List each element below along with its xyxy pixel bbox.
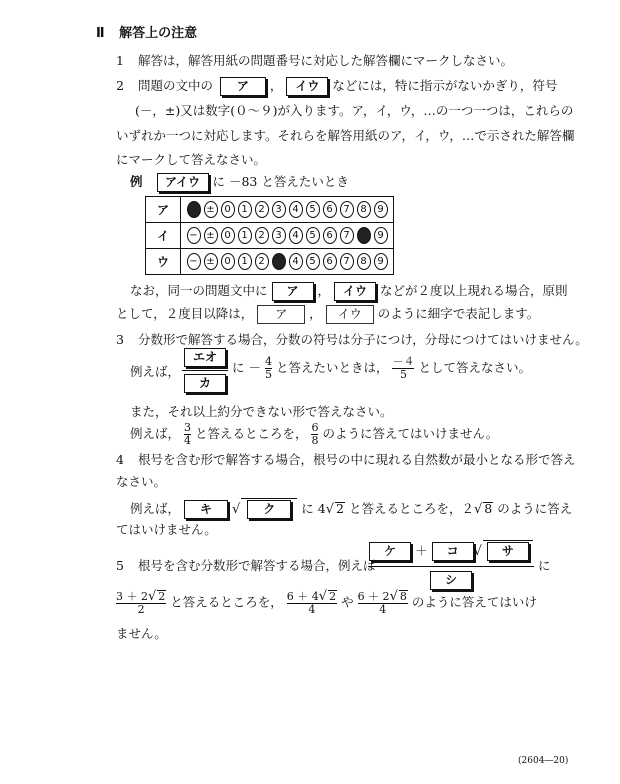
thin-box-iu: イウ xyxy=(326,305,374,324)
radicand: 8 xyxy=(484,501,493,516)
example-text: や xyxy=(341,594,354,610)
fraction-box-eo-ka xyxy=(182,348,228,393)
fraction-box-kekosa-si xyxy=(368,540,534,590)
section-number: Ⅱ xyxy=(96,26,105,41)
mark-bubble: 6 xyxy=(323,227,337,244)
example-text: のように答えてはいけ xyxy=(411,594,537,610)
mark-bubble: 3 xyxy=(272,201,286,218)
mark-bubble: 8 xyxy=(357,227,371,244)
mark-bubble: 5 xyxy=(306,201,320,218)
example-text: として答えなさい。 xyxy=(418,360,531,375)
fraction: $\frac{3 + 2√ 2}{2}$ xyxy=(116,589,166,616)
item-3 xyxy=(116,330,588,348)
item-3-example-1-rest xyxy=(232,356,531,381)
answer-box-aiu: アイウ xyxy=(157,173,209,192)
item-3-also: また，それ以上約分できない形で答えなさい。 xyxy=(130,404,393,419)
example-text: 例えば， xyxy=(130,501,181,516)
answer-box-eo: エオ xyxy=(184,348,226,367)
mark-bubble: 2 xyxy=(255,201,269,218)
mark-bubble: 5 xyxy=(306,253,320,270)
mark-bubbles xyxy=(181,249,394,275)
plus-sign: ＋ xyxy=(415,543,428,558)
thin-box-a: ア xyxy=(257,305,305,324)
mark-bubble: ± xyxy=(204,227,218,244)
mark-bubbles xyxy=(181,197,394,223)
mark-bubble: 6 xyxy=(323,253,337,270)
example-text: と答えるところを， xyxy=(194,426,308,441)
item-number: 2 xyxy=(116,78,124,93)
mark-bubbles xyxy=(181,223,394,249)
answer-box-ko: コ xyxy=(432,542,474,561)
item-text: などには，特に指示がないかぎり，符号 xyxy=(332,78,558,93)
answer-box-ka: カ xyxy=(184,374,226,393)
example-text: に 4 xyxy=(301,501,326,516)
fraction: $\frac{6 + 2√ 8}{4}$ xyxy=(357,589,407,616)
mark-bubble: − xyxy=(187,253,201,270)
mark-bubble: 7 xyxy=(340,201,354,218)
mark-bubble: 5 xyxy=(306,227,320,244)
fraction: $\frac{4}{5}$ xyxy=(264,355,272,381)
note-text: として，２度目以降は， xyxy=(116,306,254,321)
answer-box-ke: ケ xyxy=(369,542,411,561)
mark-bubble: 2 xyxy=(255,227,269,244)
radical-sign: √ xyxy=(325,502,334,517)
example-text: に －83 と答えたいとき xyxy=(212,174,349,189)
mark-bubble: 7 xyxy=(340,253,354,270)
item-3-example-2 xyxy=(130,422,498,447)
mark-bubble: 7 xyxy=(340,227,354,244)
mark-bubble: 2 xyxy=(255,253,269,270)
item-text: 問題の文中の xyxy=(137,78,213,93)
mark-bubble: 1 xyxy=(238,227,252,244)
answer-box-ki: キ xyxy=(184,500,228,519)
item-text: 根号を含む形で解答する場合，根号の中に現れる自然数が最小となる形で答え xyxy=(137,452,576,467)
mark-bubble: 4 xyxy=(289,253,303,270)
item-5-line-2 xyxy=(116,590,537,616)
fraction-bar xyxy=(182,370,228,371)
mark-row xyxy=(146,197,394,223)
mark-sheet-example xyxy=(145,196,394,275)
example-text: のように答え xyxy=(497,501,573,516)
mark-bubble: 9 xyxy=(374,227,388,244)
example-text: 例えば， xyxy=(130,426,181,441)
fraction-bar xyxy=(368,566,534,567)
radical-sign: √ xyxy=(473,502,483,517)
mark-bubble: ± xyxy=(204,253,218,270)
radical-sign: √ xyxy=(231,502,241,517)
mark-row-label: ウ xyxy=(146,249,181,275)
item-2-line-2: (－，±)又は数字(０～９)が入ります。ア，イ，ウ，…の一つ一つは，これらの xyxy=(135,103,574,118)
mark-bubble: 8 xyxy=(357,201,371,218)
mark-row-label: イ xyxy=(146,223,181,249)
page-footer: (2604―20) xyxy=(518,756,569,766)
fraction: $\frac{6 + 4√ 2}{4}$ xyxy=(286,589,337,616)
item-2-line-3: いずれか一つに対応します。それらを解答用紙のア，イ，ウ，…で示された解答欄 xyxy=(116,128,575,143)
item-number: 3 xyxy=(116,332,124,347)
mark-bubble: 8 xyxy=(357,253,371,270)
item-number: 1 xyxy=(116,53,124,68)
radicand: 2 xyxy=(336,501,344,516)
item-2-line-1 xyxy=(116,76,557,96)
item-text: 解答は，解答用紙の問題番号に対応した解答欄にマークしなさい。 xyxy=(137,53,513,68)
item-number: 4 xyxy=(116,452,124,467)
answer-box-ku: ク xyxy=(247,500,291,519)
item-text: 根号を含む分数形で解答する場合，例えば xyxy=(137,558,376,573)
item-2-line-4: にマークして答えなさい。 xyxy=(116,152,267,167)
comma: ， xyxy=(317,283,330,298)
item-5 xyxy=(116,556,375,574)
mark-bubble: 4 xyxy=(289,201,303,218)
section-heading xyxy=(96,22,197,41)
mark-row xyxy=(146,249,394,275)
fraction: $\frac{-4}{5}$ xyxy=(392,355,415,381)
example-label: 例 xyxy=(130,174,143,189)
mark-bubble: − xyxy=(187,201,201,218)
note-text: などが２度以上現れる場合，原則 xyxy=(379,283,568,298)
item-5-line-3: ません。 xyxy=(116,626,167,641)
mark-bubble: 3 xyxy=(272,253,286,270)
item-3-example-1 xyxy=(130,362,180,380)
item-1 xyxy=(116,51,513,69)
item-4-line-2: なさい。 xyxy=(116,474,167,489)
mark-bubble: 3 xyxy=(272,227,286,244)
example-text: 例えば， xyxy=(130,364,181,379)
note-line-2 xyxy=(116,304,539,324)
mark-bubble: 0 xyxy=(221,227,235,244)
mark-row-label: ア xyxy=(146,197,181,223)
fraction: $\frac{3}{4}$ xyxy=(184,421,191,447)
item-text: 分数形で解答する場合，分数の符号は分子につけ，分母につけてはいけません。 xyxy=(137,332,588,347)
answer-box-si: シ xyxy=(430,571,472,590)
mark-bubble: 6 xyxy=(323,201,337,218)
item-number: 5 xyxy=(116,558,124,573)
fraction: $\frac{6}{8}$ xyxy=(311,421,319,447)
example-text: に － xyxy=(232,360,261,375)
comma: ， xyxy=(269,78,283,93)
answer-box-a: ア xyxy=(272,282,314,301)
example-text: のように答えてはいけません。 xyxy=(322,426,499,441)
note-text: のように細字で表記します。 xyxy=(377,306,540,321)
answer-box-sa: サ xyxy=(487,542,529,561)
mark-bubble: 0 xyxy=(221,253,235,270)
answer-box-a: ア xyxy=(220,77,266,96)
mark-bubble: 0 xyxy=(221,201,235,218)
example-line xyxy=(130,172,349,192)
comma: ， xyxy=(309,306,322,321)
example-text: と答えるところを， xyxy=(170,594,283,610)
mark-bubble: ± xyxy=(204,201,218,218)
note-line-1 xyxy=(130,281,567,301)
item-4-example xyxy=(130,498,572,520)
radical-sign: √ xyxy=(473,544,482,559)
section-title: 解答上の注意 xyxy=(119,26,198,41)
item-5-ni: に xyxy=(538,558,551,573)
mark-bubble: 9 xyxy=(374,201,388,218)
mark-bubble: 4 xyxy=(289,227,303,244)
answer-box-iu: イウ xyxy=(334,282,376,301)
mark-bubble: 1 xyxy=(238,201,252,218)
mark-row xyxy=(146,223,394,249)
item-4-line-4: てはいけません。 xyxy=(116,522,217,537)
note-text: なお，同一の問題文中に xyxy=(130,283,268,298)
mark-bubble: − xyxy=(187,227,201,244)
item-4 xyxy=(116,450,575,468)
mark-bubble: 9 xyxy=(374,253,388,270)
example-text: と答えるところを，２ xyxy=(348,501,474,516)
mark-bubble: 1 xyxy=(238,253,252,270)
answer-box-iu: イウ xyxy=(286,77,328,96)
example-text: と答えたいときは， xyxy=(275,360,389,375)
